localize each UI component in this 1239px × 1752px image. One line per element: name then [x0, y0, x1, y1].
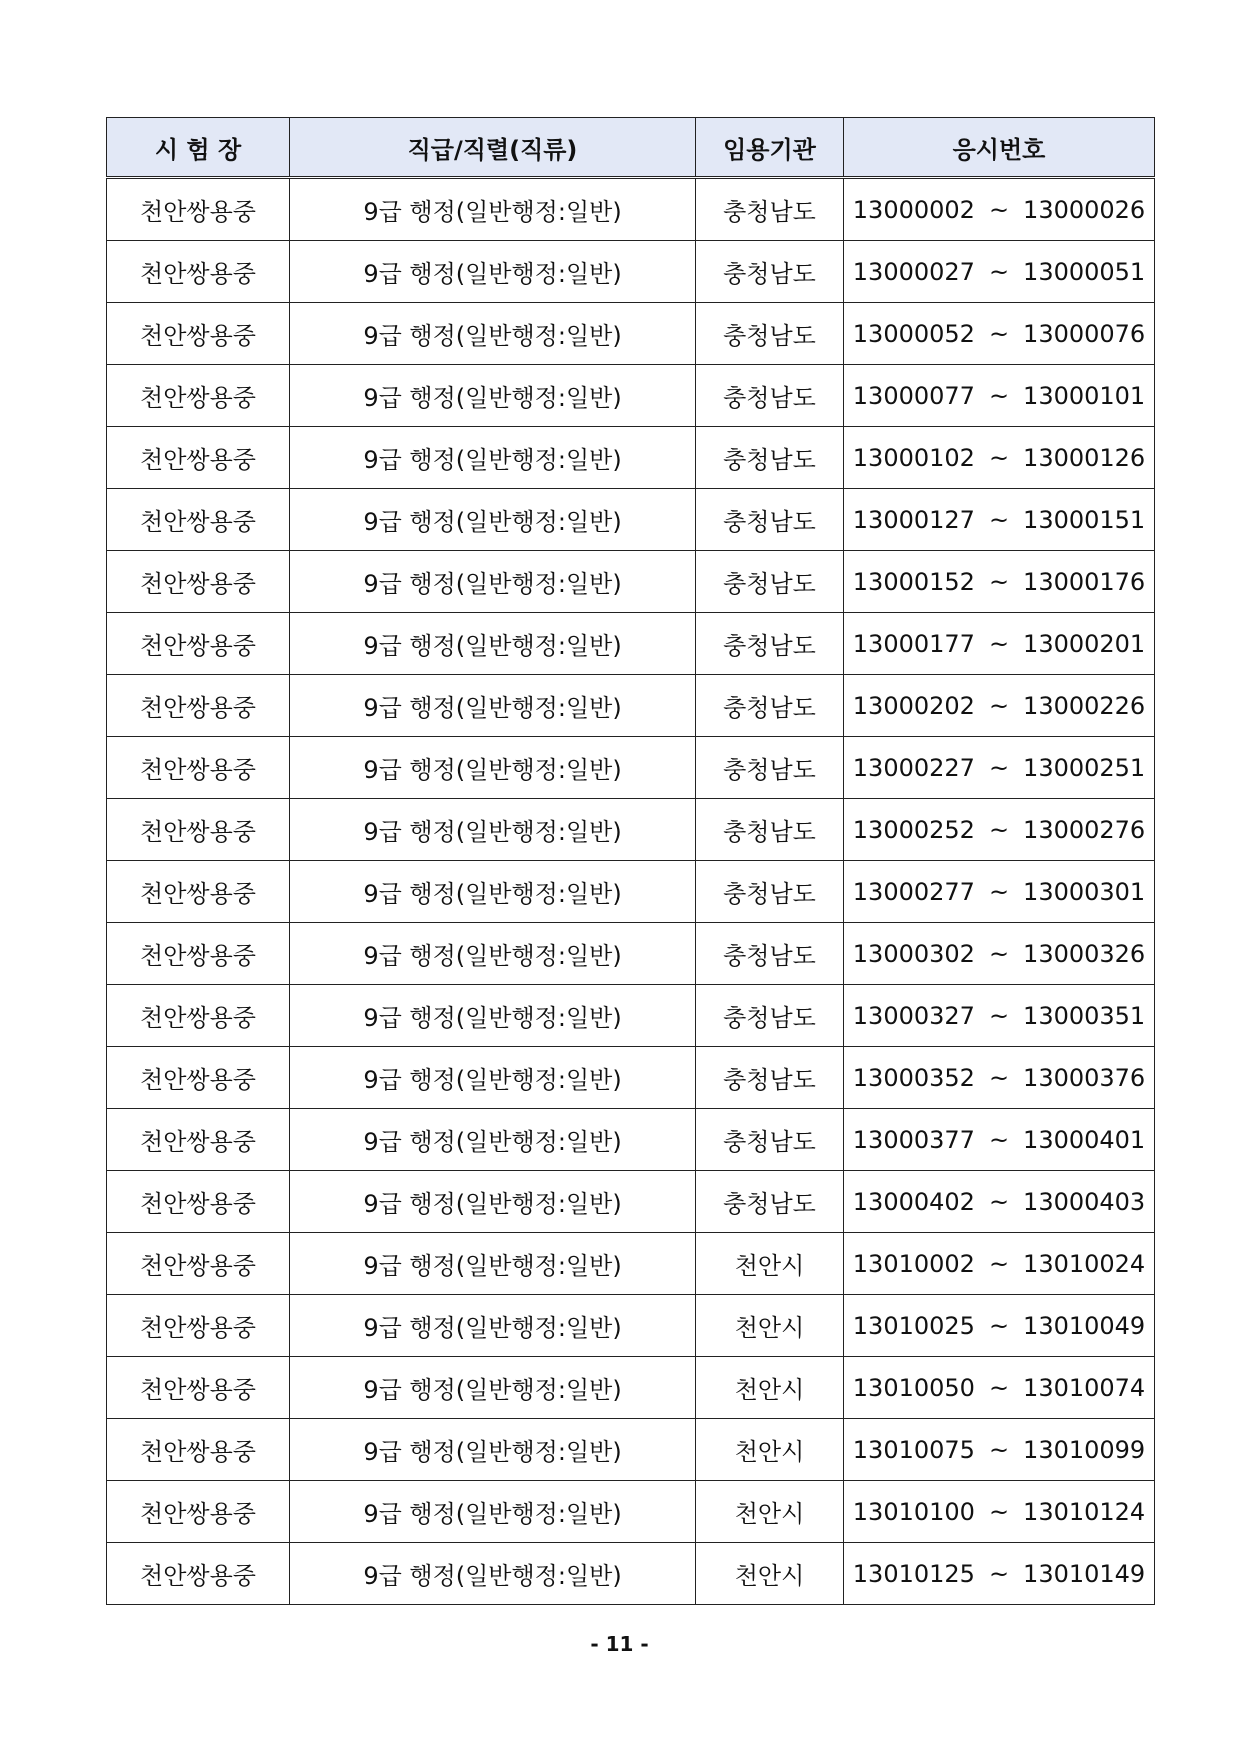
cell-exam-number-range — [844, 1171, 1155, 1233]
cell-appointing-agency: 충청남도 — [696, 861, 844, 923]
header-grade-series: 직급/직렬(직류) — [290, 118, 696, 178]
header-exam-number: 응시번호 — [844, 118, 1155, 178]
exam-number-start: 13000252 — [852, 815, 975, 844]
table-row — [107, 551, 1155, 613]
cell-grade-series: 9급 행정(일반행정:일반) — [290, 861, 696, 923]
table-row — [107, 985, 1155, 1047]
cell-appointing-agency: 충청남도 — [696, 1047, 844, 1109]
cell-appointing-agency: 충청남도 — [696, 427, 844, 489]
cell-appointing-agency: 충청남도 — [696, 365, 844, 427]
exam-number-start: 13000002 — [852, 195, 975, 224]
cell-exam-site: 천안쌍용중 — [107, 1543, 290, 1605]
cell-appointing-agency: 충청남도 — [696, 489, 844, 551]
table-row — [107, 489, 1155, 551]
exam-number-start: 13000302 — [852, 939, 975, 968]
table-header — [107, 118, 1155, 178]
table-row — [107, 1171, 1155, 1233]
exam-number-start: 13000177 — [852, 629, 975, 658]
cell-grade-series: 9급 행정(일반행정:일반) — [290, 675, 696, 737]
cell-exam-number-range — [844, 303, 1155, 365]
cell-exam-number-range — [844, 1543, 1155, 1605]
cell-exam-site: 천안쌍용중 — [107, 1171, 290, 1233]
exam-number-end: 13000401 — [1023, 1125, 1146, 1154]
table-row — [107, 799, 1155, 861]
range-separator: ~ — [988, 381, 1010, 410]
exam-number-end: 13000351 — [1023, 1001, 1146, 1030]
cell-grade-series: 9급 행정(일반행정:일반) — [290, 489, 696, 551]
exam-number-start: 13000327 — [852, 1001, 975, 1030]
cell-exam-site: 천안쌍용중 — [107, 1047, 290, 1109]
header-exam-site: 시 험 장 — [107, 118, 290, 178]
exam-number-end: 13010099 — [1023, 1435, 1146, 1464]
cell-exam-number-range — [844, 1109, 1155, 1171]
cell-exam-number-range — [844, 1233, 1155, 1295]
cell-exam-site: 천안쌍용중 — [107, 1357, 290, 1419]
range-separator: ~ — [988, 939, 1010, 968]
exam-number-start: 13010100 — [852, 1497, 975, 1526]
exam-number-end: 13000101 — [1023, 381, 1146, 410]
exam-number-start: 13000202 — [852, 691, 975, 720]
cell-exam-site: 천안쌍용중 — [107, 303, 290, 365]
exam-number-start: 13000277 — [852, 877, 975, 906]
table-row — [107, 1419, 1155, 1481]
exam-number-start: 13010002 — [852, 1249, 975, 1278]
range-separator: ~ — [988, 1063, 1010, 1092]
exam-number-end: 13000051 — [1023, 257, 1146, 286]
cell-grade-series: 9급 행정(일반행정:일반) — [290, 427, 696, 489]
range-separator: ~ — [988, 1311, 1010, 1340]
range-separator: ~ — [988, 1559, 1010, 1588]
cell-grade-series: 9급 행정(일반행정:일반) — [290, 799, 696, 861]
table-row — [107, 1543, 1155, 1605]
cell-exam-number-range — [844, 365, 1155, 427]
table-row — [107, 1295, 1155, 1357]
cell-appointing-agency: 충청남도 — [696, 675, 844, 737]
exam-number-start: 13000352 — [852, 1063, 975, 1092]
cell-grade-series: 9급 행정(일반행정:일반) — [290, 1295, 696, 1357]
cell-grade-series: 9급 행정(일반행정:일반) — [290, 1543, 696, 1605]
cell-exam-site: 천안쌍용중 — [107, 613, 290, 675]
cell-appointing-agency: 천안시 — [696, 1419, 844, 1481]
cell-exam-site: 천안쌍용중 — [107, 675, 290, 737]
cell-grade-series: 9급 행정(일반행정:일반) — [290, 1171, 696, 1233]
range-separator: ~ — [988, 505, 1010, 534]
cell-exam-site: 천안쌍용중 — [107, 861, 290, 923]
exam-number-end: 13010124 — [1023, 1497, 1146, 1526]
cell-grade-series: 9급 행정(일반행정:일반) — [290, 241, 696, 303]
cell-appointing-agency: 충청남도 — [696, 241, 844, 303]
cell-exam-number-range — [844, 985, 1155, 1047]
cell-grade-series: 9급 행정(일반행정:일반) — [290, 303, 696, 365]
cell-grade-series: 9급 행정(일반행정:일반) — [290, 613, 696, 675]
cell-grade-series: 9급 행정(일반행정:일반) — [290, 1419, 696, 1481]
range-separator: ~ — [988, 257, 1010, 286]
cell-exam-number-range — [844, 1419, 1155, 1481]
table-row — [107, 675, 1155, 737]
cell-exam-number-range — [844, 799, 1155, 861]
range-separator: ~ — [988, 567, 1010, 596]
cell-exam-number-range — [844, 675, 1155, 737]
table-row — [107, 427, 1155, 489]
range-separator: ~ — [988, 877, 1010, 906]
exam-number-end: 13000403 — [1023, 1187, 1146, 1216]
cell-appointing-agency: 충청남도 — [696, 303, 844, 365]
cell-appointing-agency: 천안시 — [696, 1233, 844, 1295]
exam-number-end: 13000201 — [1023, 629, 1146, 658]
cell-exam-site: 천안쌍용중 — [107, 1109, 290, 1171]
exam-number-start: 13000052 — [852, 319, 975, 348]
exam-number-end: 13000026 — [1023, 195, 1146, 224]
range-separator: ~ — [988, 1249, 1010, 1278]
cell-exam-site: 천안쌍용중 — [107, 1233, 290, 1295]
table-row — [107, 923, 1155, 985]
exam-number-start: 13000152 — [852, 567, 975, 596]
cell-grade-series: 9급 행정(일반행정:일반) — [290, 1357, 696, 1419]
table-row — [107, 613, 1155, 675]
cell-exam-number-range — [844, 861, 1155, 923]
exam-site-table — [106, 117, 1155, 1605]
cell-exam-number-range — [844, 1047, 1155, 1109]
cell-grade-series: 9급 행정(일반행정:일반) — [290, 1109, 696, 1171]
cell-exam-number-range — [844, 1295, 1155, 1357]
range-separator: ~ — [988, 629, 1010, 658]
table-row — [107, 303, 1155, 365]
cell-appointing-agency: 천안시 — [696, 1481, 844, 1543]
exam-number-end: 13000126 — [1023, 443, 1146, 472]
exam-number-end: 13010149 — [1023, 1559, 1146, 1588]
table-row — [107, 178, 1155, 241]
table-row — [107, 1481, 1155, 1543]
exam-number-end: 13000276 — [1023, 815, 1146, 844]
cell-appointing-agency: 충청남도 — [696, 1109, 844, 1171]
cell-exam-site: 천안쌍용중 — [107, 427, 290, 489]
cell-appointing-agency: 충청남도 — [696, 923, 844, 985]
exam-number-end: 13000076 — [1023, 319, 1146, 348]
exam-number-end: 13000226 — [1023, 691, 1146, 720]
range-separator: ~ — [988, 1497, 1010, 1526]
cell-exam-number-range — [844, 241, 1155, 303]
cell-exam-site: 천안쌍용중 — [107, 241, 290, 303]
table-row — [107, 737, 1155, 799]
range-separator: ~ — [988, 1187, 1010, 1216]
cell-exam-site: 천안쌍용중 — [107, 551, 290, 613]
cell-appointing-agency: 충청남도 — [696, 613, 844, 675]
cell-appointing-agency: 충청남도 — [696, 985, 844, 1047]
table-row — [107, 1233, 1155, 1295]
table-row — [107, 1047, 1155, 1109]
cell-exam-site: 천안쌍용중 — [107, 1419, 290, 1481]
cell-grade-series: 9급 행정(일반행정:일반) — [290, 551, 696, 613]
cell-exam-number-range — [844, 427, 1155, 489]
header-appointing-agency: 임용기관 — [696, 118, 844, 178]
cell-grade-series: 9급 행정(일반행정:일반) — [290, 737, 696, 799]
exam-number-start: 13000227 — [852, 753, 975, 782]
cell-exam-number-range — [844, 551, 1155, 613]
cell-appointing-agency: 충청남도 — [696, 737, 844, 799]
cell-exam-site: 천안쌍용중 — [107, 178, 290, 241]
cell-exam-site: 천안쌍용중 — [107, 985, 290, 1047]
cell-exam-site: 천안쌍용중 — [107, 1295, 290, 1357]
cell-appointing-agency: 충청남도 — [696, 178, 844, 241]
cell-exam-number-range — [844, 1357, 1155, 1419]
cell-grade-series: 9급 행정(일반행정:일반) — [290, 1481, 696, 1543]
range-separator: ~ — [988, 1125, 1010, 1154]
range-separator: ~ — [988, 1435, 1010, 1464]
range-separator: ~ — [988, 691, 1010, 720]
table-row — [107, 365, 1155, 427]
cell-grade-series: 9급 행정(일반행정:일반) — [290, 178, 696, 241]
cell-appointing-agency: 충청남도 — [696, 1171, 844, 1233]
cell-appointing-agency: 충청남도 — [696, 551, 844, 613]
cell-exam-site: 천안쌍용중 — [107, 737, 290, 799]
range-separator: ~ — [988, 443, 1010, 472]
table-row — [107, 861, 1155, 923]
cell-exam-number-range — [844, 613, 1155, 675]
table-row — [107, 1109, 1155, 1171]
exam-number-start: 13000077 — [852, 381, 975, 410]
cell-exam-number-range — [844, 489, 1155, 551]
exam-number-start: 13000377 — [852, 1125, 975, 1154]
cell-exam-site: 천안쌍용중 — [107, 489, 290, 551]
exam-number-end: 13000376 — [1023, 1063, 1146, 1092]
exam-number-start: 13010025 — [852, 1311, 975, 1340]
range-separator: ~ — [988, 319, 1010, 348]
exam-number-start: 13000102 — [852, 443, 975, 472]
cell-exam-number-range — [844, 737, 1155, 799]
exam-number-end: 13000176 — [1023, 567, 1146, 596]
cell-grade-series: 9급 행정(일반행정:일반) — [290, 923, 696, 985]
cell-exam-site: 천안쌍용중 — [107, 1481, 290, 1543]
exam-number-start: 13000402 — [852, 1187, 975, 1216]
range-separator: ~ — [988, 815, 1010, 844]
range-separator: ~ — [988, 753, 1010, 782]
range-separator: ~ — [988, 1373, 1010, 1402]
exam-number-end: 13010024 — [1023, 1249, 1146, 1278]
cell-exam-number-range — [844, 923, 1155, 985]
range-separator: ~ — [988, 1001, 1010, 1030]
exam-number-end: 13000251 — [1023, 753, 1146, 782]
cell-appointing-agency: 천안시 — [696, 1357, 844, 1419]
cell-grade-series: 9급 행정(일반행정:일반) — [290, 1047, 696, 1109]
exam-number-start: 13010075 — [852, 1435, 975, 1464]
exam-number-end: 13010074 — [1023, 1373, 1146, 1402]
header-row — [107, 118, 1155, 178]
exam-number-end: 13000326 — [1023, 939, 1146, 968]
table-row — [107, 241, 1155, 303]
exam-number-start: 13010050 — [852, 1373, 975, 1402]
cell-exam-site: 천안쌍용중 — [107, 799, 290, 861]
exam-number-start: 13000027 — [852, 257, 975, 286]
cell-exam-site: 천안쌍용중 — [107, 923, 290, 985]
cell-grade-series: 9급 행정(일반행정:일반) — [290, 365, 696, 427]
table-body — [107, 178, 1155, 1605]
cell-exam-number-range — [844, 1481, 1155, 1543]
page-number: - 11 - — [590, 1632, 649, 1656]
cell-appointing-agency: 천안시 — [696, 1295, 844, 1357]
cell-exam-site: 천안쌍용중 — [107, 365, 290, 427]
cell-grade-series: 9급 행정(일반행정:일반) — [290, 985, 696, 1047]
exam-number-end: 13000301 — [1023, 877, 1146, 906]
cell-exam-number-range — [844, 178, 1155, 241]
cell-appointing-agency: 천안시 — [696, 1543, 844, 1605]
exam-number-start: 13010125 — [852, 1559, 975, 1588]
exam-number-end: 13010049 — [1023, 1311, 1146, 1340]
table-row — [107, 1357, 1155, 1419]
range-separator: ~ — [988, 195, 1010, 224]
exam-number-start: 13000127 — [852, 505, 975, 534]
exam-number-end: 13000151 — [1023, 505, 1146, 534]
cell-grade-series: 9급 행정(일반행정:일반) — [290, 1233, 696, 1295]
cell-appointing-agency: 충청남도 — [696, 799, 844, 861]
